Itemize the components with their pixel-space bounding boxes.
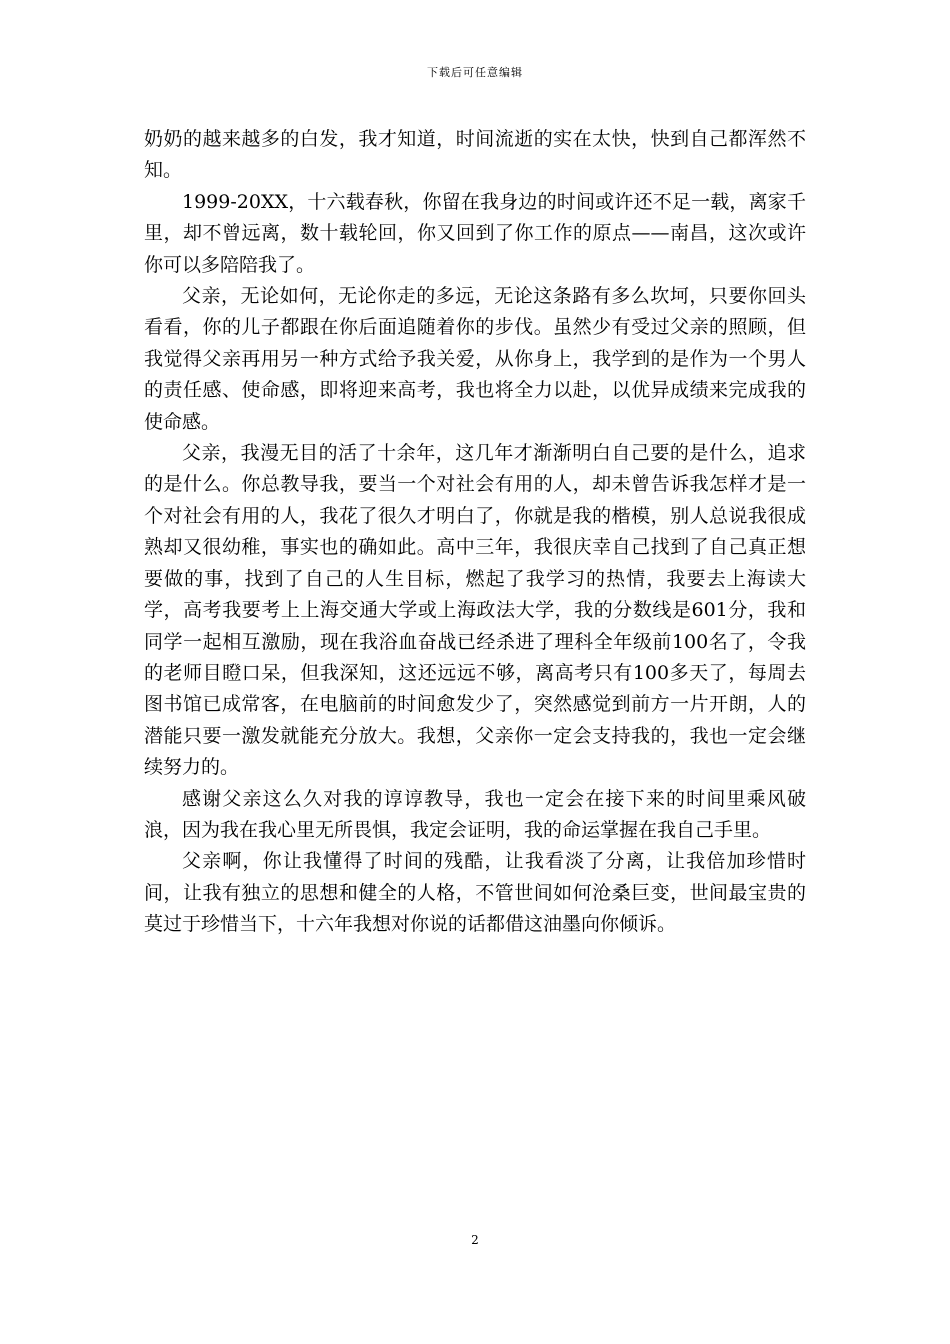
paragraph-following-father: 父亲，无论如何，无论你走的多远，无论这条路有多么坎坷，只要你回头看看，你的儿子都跟在你后面追随着你的步伐。虽然少有受过父亲的照顾，但我觉得父亲再用另一种方式给予我关爱，从你身上，我学到的是作为一个男人的责任感、使命感，即将迎来高考，我也将全力以赴，以优异成绩来完成我的使命感。	[144, 285, 806, 433]
page-header: 下载后可任意编辑	[427, 66, 523, 79]
paragraph-years-apart: 1999-20XX，十六载春秋，你留在我身边的时间或许还不足一载，离家千里，却不曾远离，数十载轮回，你又回到了你工作的原点——南昌，这次或许你可以多陪陪我了。	[144, 190, 806, 276]
page-number: 2	[471, 1233, 479, 1247]
paragraph-life-goals: 父亲，我漫无目的活了十余年，这几年才渐渐明白自己要的是什么，追求的是什么。你总教导我，要当一个对社会有用的人，却未曾告诉我怎样才是一个对社会有用的人，我花了很久才明白了，你就是我的楷模，别人总说我很成熟却又很幼稚，事实也的确如此。高中三年，我很庆幸自己找到了自己真正想要做的事，找到了自己的人生目标，燃起了我学习的热情，我要去上海读大学，高考我要考上上海交通大学或上海政法大学，我的分数线是601分，我和同学一起相互激励，现在我浴血奋战已经杀进了理科全年级前100名了，令我的老师目瞪口呆，但我深知，这还远远不够，离高考只有100多天了，每周去图书馆已成常客，在电脑前的时间愈发少了，突然感觉到前方一片开朗，人的潜能只要一激发就能充分放大。我想，父亲你一定会支持我的，我也一定会继续努力的。	[144, 442, 806, 779]
document-body	[144, 124, 806, 941]
paragraph-gratitude: 感谢父亲这么久对我的谆谆教导，我也一定会在接下来的时间里乘风破浪，因为我在我心里无所畏惧，我定会证明，我的命运掌握在我自己手里。	[144, 787, 806, 841]
paragraph-continuation: 奶奶的越来越多的白发，我才知道，时间流逝的实在太快，快到自己都浑然不知。	[144, 128, 806, 182]
paragraph-closing: 父亲啊，你让我懂得了时间的残酷，让我看淡了分离，让我倍加珍惜时间，让我有独立的思想和健全的人格，不管世间如何沧桑巨变，世间最宝贵的莫过于珍惜当下，十六年我想对你说的话都借这油墨向你倾诉。	[144, 850, 806, 936]
